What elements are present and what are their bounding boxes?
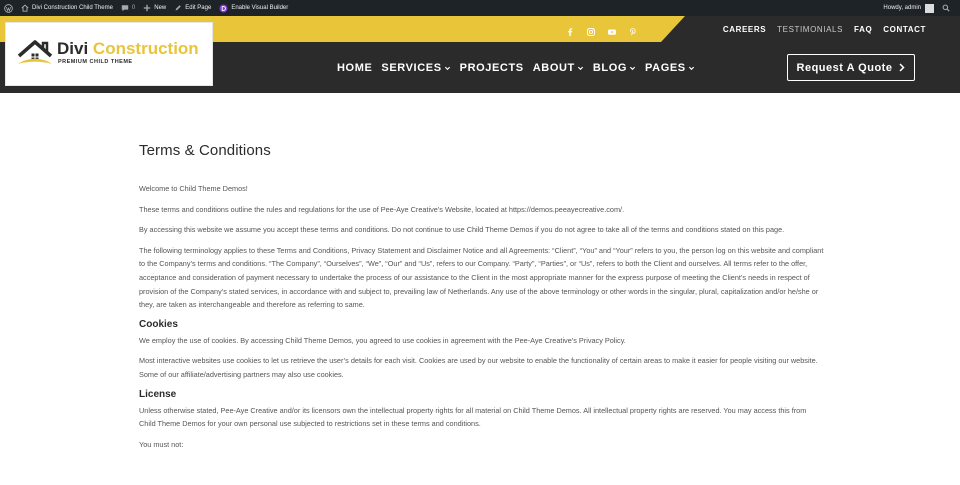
facebook-icon[interactable] [565, 24, 575, 34]
nav-item-about[interactable] [533, 62, 584, 74]
cookies-heading: Cookies [139, 318, 178, 330]
license-paragraph-1: Unless otherwise stated, Pee-Aye Creative and/or its licensors own the intellectual property rights for all material on Child Theme Demos. All intellectual property rights are reserved. You may access this from Child Theme Demos for your own personal use subjected to restrictions set in these terms and conditions. [139, 405, 807, 429]
top-link-careers[interactable]: CAREERS [722, 24, 767, 34]
visual-builder-label: Enable Visual Builder [231, 5, 289, 11]
page-content [139, 142, 824, 458]
request-quote-label: Request A Quote [796, 61, 893, 74]
terms-paragraph-3: The following terminology applies to these Terms and Conditions, Privacy Statement and Disclaimer Notice and all Agreements: “Client”, “You” and “Your” refers to you, the person log on this website and compliant to the Company’s terms and conditions. “The Company”, “Ourselves”, “We”, “Our” and “Us”, refers to our Company. “Party”, “Parties”, or “Us”, refers to both the Client and ourselves. All terms refer to the offer, acceptance and consideration of payment necessary to undertake the process of our assistance to the Client in the most appropriate manner for the express purpose of meeting the Client’s needs in respect of provision of the Company’s stated services, in accordance with and subject to, prevailing law of Netherlands. Any use of the above terminology or other words in the singular, plural, capitalization and/or he/she or they, are taken as interchangeable and therefore as referring to same. [139, 245, 824, 310]
instagram-icon[interactable] [586, 24, 596, 34]
top-link-faq[interactable]: FAQ [854, 24, 873, 34]
logo-tagline: PREMIUM CHILD THEME [58, 59, 133, 65]
chevron-down-icon [629, 64, 636, 72]
request-quote-button[interactable] [787, 54, 915, 81]
nav-item-home[interactable] [337, 62, 372, 74]
nav-item-projects[interactable] [460, 62, 524, 74]
new-label: New [154, 5, 167, 11]
youtube-icon[interactable] [607, 24, 617, 34]
pinterest-icon[interactable] [628, 24, 638, 34]
nav-item-label: BLOG [592, 61, 628, 74]
chevron-down-icon [444, 64, 451, 72]
site-logo[interactable] [5, 22, 213, 86]
chevron-right-icon [898, 63, 905, 72]
nav-item-pages[interactable] [645, 62, 695, 74]
top-link-contact[interactable]: CONTACT [883, 24, 926, 34]
logo-word-construction: Construction [92, 39, 199, 58]
admin-bar-comments[interactable] [117, 0, 139, 16]
admin-bar [0, 0, 960, 16]
nav-item-blog[interactable] [593, 62, 636, 74]
nav-item-label: ABOUT [532, 61, 575, 74]
main-nav [337, 42, 695, 93]
site-name: Divi Construction Child Theme [32, 5, 113, 11]
nav-item-label: SERVICES [381, 61, 442, 74]
avatar[interactable] [925, 4, 934, 13]
chevron-down-icon [688, 64, 695, 72]
top-links [723, 16, 926, 42]
home-icon [21, 4, 29, 12]
chevron-down-icon [577, 64, 584, 72]
admin-bar-edit-page[interactable] [170, 0, 215, 16]
nav-item-label: PROJECTS [459, 61, 524, 74]
logo-title [57, 39, 199, 59]
plus-icon [143, 4, 151, 12]
divi-logo-icon [219, 4, 228, 13]
top-link-testimonials[interactable]: TESTIMONIALS [777, 24, 844, 34]
must-not-text: You must not: [139, 439, 184, 449]
terms-paragraph-1: These terms and conditions outline the rules and regulations for the use of Pee-Aye Creative’s Website, located at https://demos.peeayecreative.com/. [139, 204, 625, 214]
search-icon[interactable] [942, 4, 950, 12]
admin-bar-new[interactable] [139, 0, 170, 16]
social-icons [565, 16, 638, 42]
house-logo-icon [16, 37, 54, 71]
admin-bar-visual-builder[interactable] [215, 0, 292, 16]
wordpress-logo-icon[interactable] [0, 0, 17, 16]
license-heading: License [139, 388, 177, 400]
edit-page-label: Edit Page [185, 5, 212, 11]
admin-bar-site-link[interactable] [17, 0, 117, 16]
welcome-text: Welcome to Child Theme Demos! [139, 184, 248, 193]
page-title: Terms & Conditions [139, 142, 271, 159]
pencil-icon [174, 4, 182, 12]
cookies-paragraph-1: We employ the use of cookies. By accessing Child Theme Demos, you agreed to use cookies in agreement with the Pee-Aye Creative’s Privacy Policy. [139, 335, 626, 345]
nav-item-services[interactable] [381, 62, 450, 74]
comment-icon [121, 4, 129, 12]
logo-word-divi: Divi [57, 39, 89, 58]
nav-item-label: HOME [337, 61, 373, 74]
terms-paragraph-2: By accessing this website we assume you accept these terms and conditions. Do not continue to use Child Theme Demos if you do not agree to take all of the terms and conditions stated on this page. [139, 225, 785, 235]
nav-item-label: PAGES [645, 61, 686, 74]
cookies-paragraph-2: Most interactive websites use cookies to let us retrieve the user’s details for each visit. Cookies are used by our website to enable the functionality of certain areas to make it easier for people visiting our website. Some of our affiliate/advertising partners may also use cookies. [139, 356, 818, 379]
howdy-label[interactable]: Howdy, admin [883, 5, 921, 11]
comments-count: 0 [131, 5, 136, 11]
